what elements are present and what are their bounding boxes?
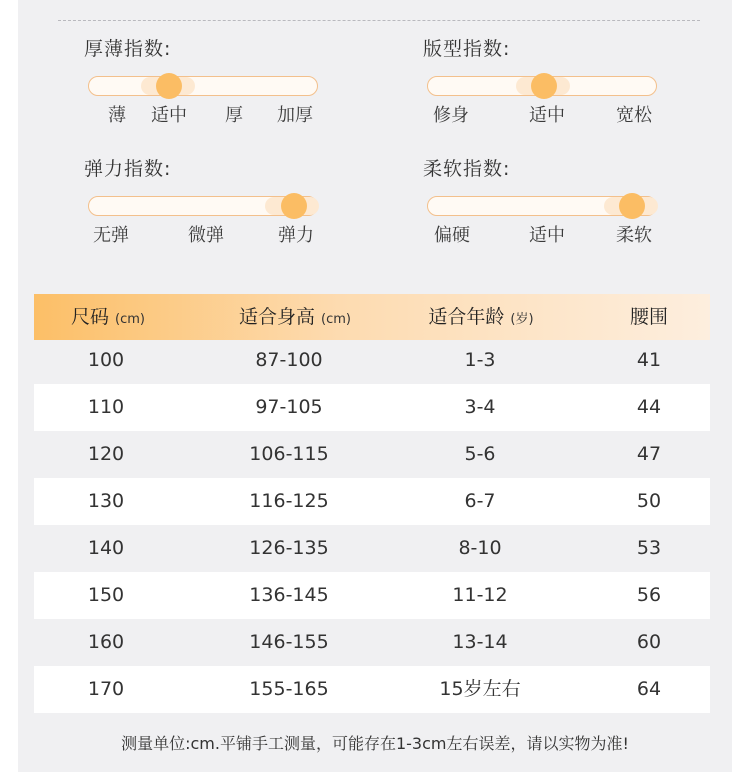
elasticity-index-slider <box>88 196 318 216</box>
fit-label-slim: 修身 <box>433 105 469 126</box>
thickness-label-thick: 厚 <box>225 105 243 126</box>
elasticity-label-stretch: 弹力 <box>278 225 314 246</box>
softness-index-knob <box>619 193 645 219</box>
cell-age: 8-10 <box>458 537 502 559</box>
thickness-label-extra-thick: 加厚 <box>277 105 313 126</box>
table-row <box>34 478 710 525</box>
thickness-index-slider <box>88 76 318 96</box>
cell-age: 11-12 <box>452 584 508 606</box>
cell-waist: 56 <box>636 584 662 606</box>
cell-size: 170 <box>87 678 125 700</box>
measurement-note: 测量单位:cm.平铺手工测量，可能存在1-3cm左右误差，请以实物为准! <box>121 734 629 753</box>
dashed-divider <box>58 20 700 21</box>
softness-label-soft: 柔软 <box>616 225 652 246</box>
thickness-label-medium: 适中 <box>151 105 187 126</box>
header-size: 尺码 (cm) <box>71 306 145 328</box>
cell-age: 6-7 <box>464 490 496 512</box>
elasticity-index-knob <box>281 193 307 219</box>
softness-label-stiff: 偏硬 <box>434 225 470 246</box>
fit-label-loose: 宽松 <box>616 105 652 126</box>
cell-height: 146-155 <box>249 631 329 653</box>
table-row <box>34 384 710 431</box>
cell-age: 13-14 <box>452 631 508 653</box>
cell-size: 130 <box>87 490 125 512</box>
size-table-header <box>34 294 710 340</box>
softness-label-medium: 适中 <box>529 225 565 246</box>
header-waist: 腰围 <box>629 306 669 328</box>
table-row <box>34 666 710 713</box>
elasticity-label-none: 无弹 <box>93 225 129 246</box>
cell-height: 106-115 <box>249 443 329 465</box>
table-row <box>34 431 710 478</box>
thickness-label-thin: 薄 <box>108 105 126 126</box>
cell-size: 100 <box>87 349 125 371</box>
cell-waist: 64 <box>636 678 662 700</box>
cell-waist: 50 <box>636 490 662 512</box>
elasticity-index-title: 弹力指数: <box>84 158 172 180</box>
cell-size: 160 <box>87 631 125 653</box>
table-row <box>34 337 710 384</box>
table-row <box>34 572 710 619</box>
cell-size: 110 <box>87 396 125 418</box>
softness-index-slider <box>427 196 657 216</box>
table-row <box>34 619 710 666</box>
cell-waist: 53 <box>636 537 662 559</box>
header-age: 适合年龄 (岁) <box>428 306 534 328</box>
fit-index-title: 版型指数: <box>423 38 511 60</box>
fit-label-regular: 适中 <box>529 105 565 126</box>
fit-index-knob <box>531 73 557 99</box>
thickness-index-title: 厚薄指数: <box>84 38 172 60</box>
cell-size: 140 <box>87 537 125 559</box>
cell-waist: 47 <box>636 443 662 465</box>
cell-waist: 41 <box>636 349 662 371</box>
cell-waist: 44 <box>636 396 662 418</box>
cell-height: 136-145 <box>249 584 329 606</box>
cell-age: 5-6 <box>464 443 496 465</box>
cell-height: 97-105 <box>255 396 323 418</box>
cell-age: 1-3 <box>464 349 496 371</box>
cell-age: 3-4 <box>464 396 496 418</box>
cell-height: 116-125 <box>249 490 329 512</box>
cell-height: 155-165 <box>249 678 329 700</box>
cell-size: 150 <box>87 584 125 606</box>
softness-index-title: 柔软指数: <box>423 158 511 180</box>
table-row <box>34 525 710 572</box>
cell-age: 15岁左右 <box>439 678 521 700</box>
cell-waist: 60 <box>636 631 662 653</box>
cell-height: 87-100 <box>255 349 323 371</box>
elasticity-label-slight: 微弹 <box>188 225 224 246</box>
cell-height: 126-135 <box>249 537 329 559</box>
fit-index-slider <box>427 76 657 96</box>
thickness-index-knob <box>156 73 182 99</box>
header-height: 适合身高 (cm) <box>239 306 351 328</box>
cell-size: 120 <box>87 443 125 465</box>
